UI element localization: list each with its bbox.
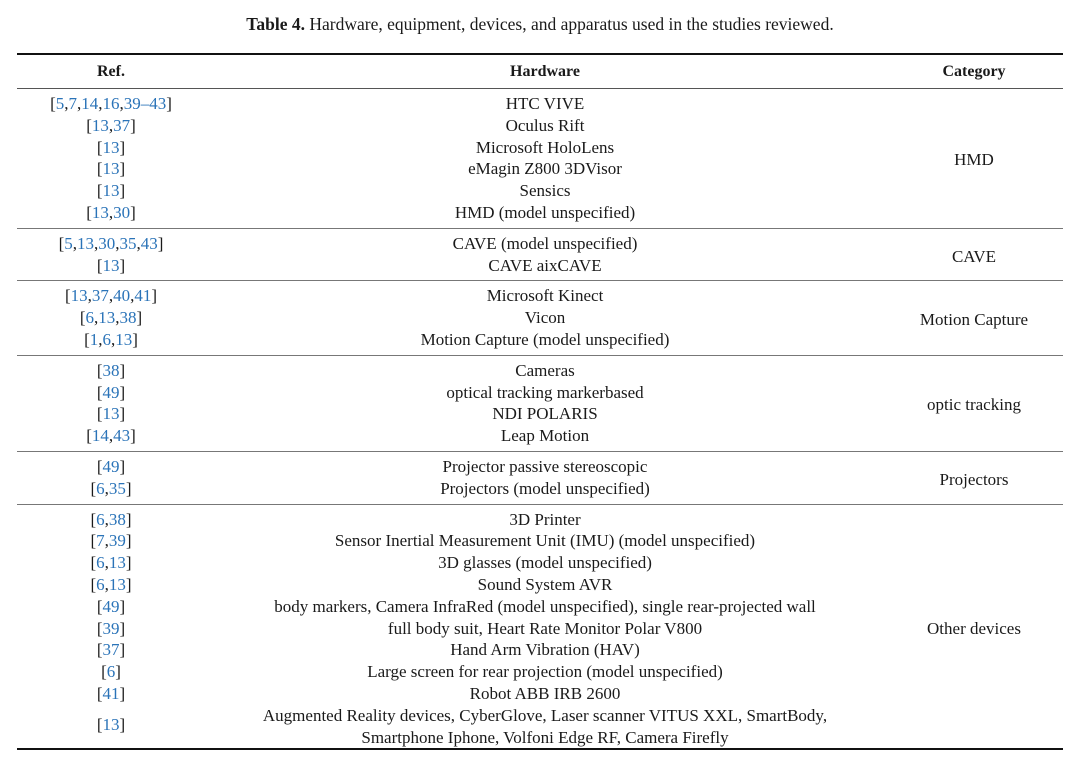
ref-bracket-close: ]: [119, 382, 126, 402]
ref-cell: [17, 639, 205, 661]
ref-bracket-open: [: [90, 478, 97, 498]
ref-cell: [17, 403, 205, 425]
ref-separator: ,: [119, 94, 124, 113]
citation-link[interactable]: 49: [102, 456, 120, 476]
ref-cell: [17, 425, 205, 451]
citation-link[interactable]: 41: [102, 683, 120, 703]
citation-link[interactable]: 41: [134, 286, 152, 306]
ref-separator: ,: [104, 531, 109, 551]
hardware-table: [17, 53, 1063, 750]
ref-bracket-open: [: [90, 509, 97, 529]
table-group: [17, 89, 1063, 229]
citation-link[interactable]: 30: [113, 202, 131, 222]
citation-link[interactable]: 38: [102, 360, 120, 380]
ref-bracket-close: ]: [125, 509, 132, 529]
ref-cell: [17, 504, 205, 530]
hardware-cell: Motion Capture (model unspecified): [420, 329, 670, 349]
table-row: [17, 451, 1063, 477]
citation-link[interactable]: 35: [119, 233, 137, 253]
hardware-cell: NDI POLARIS: [492, 404, 598, 424]
citation-link[interactable]: 13: [108, 553, 126, 573]
header-category: Category: [942, 62, 1006, 80]
ref-bracket-close: ]: [157, 233, 164, 253]
ref-cell: [17, 705, 205, 750]
citation-link[interactable]: 6: [85, 308, 94, 328]
ref-bracket-close: ]: [125, 553, 132, 573]
ref-cell: [17, 307, 205, 329]
hardware-cell: Hand Arm Vibration (HAV): [450, 640, 640, 660]
ref-bracket-open: [: [58, 233, 65, 253]
ref-separator: ,: [115, 233, 120, 253]
table-row: [17, 228, 1063, 254]
ref-bracket-close: ]: [119, 137, 126, 157]
hardware-cell: Cameras: [515, 360, 575, 380]
ref-bracket-open: [: [96, 618, 103, 638]
hardware-cell: Robot ABB IRB 2600: [469, 683, 621, 703]
hardware-cell: eMagin Z800 3DVisor: [468, 159, 622, 179]
category-cell: Projectors: [939, 469, 1009, 489]
ref-separator: ,: [115, 308, 120, 328]
citation-link[interactable]: 13: [102, 714, 120, 734]
citation-link[interactable]: 43: [140, 233, 158, 253]
ref-separator: ,: [111, 329, 116, 349]
ref-cell: [17, 661, 205, 683]
ref-bracket-close: ]: [130, 426, 136, 446]
ref-bracket-close: ]: [119, 255, 126, 275]
ref-bracket-open: [: [90, 531, 97, 551]
hardware-cell: Sensor Inertial Measurement Unit (IMU) (model unspecified): [334, 531, 756, 551]
ref-cell: [17, 255, 205, 281]
ref-cell: [17, 552, 205, 574]
citation-link[interactable]: 1: [89, 329, 99, 349]
ref-cell: [17, 158, 205, 180]
ref-separator: ,: [136, 233, 141, 253]
ref-cell: [17, 355, 205, 381]
ref-cell: [17, 451, 205, 477]
hardware-cell: HMD (model unspecified): [454, 202, 636, 222]
table-caption-text: Hardware, equipment, devices, and apparatus used in the studies reviewed.: [309, 14, 834, 34]
citation-link[interactable]: 13: [102, 137, 120, 157]
hardware-cell: body markers, Camera InfraRed (model unspecified), single rear-projected wall: [274, 596, 816, 616]
ref-cell: [17, 618, 205, 640]
ref-bracket-close: ]: [119, 596, 126, 616]
ref-bracket-close: ]: [125, 531, 132, 551]
ref-bracket-close: ]: [132, 329, 138, 349]
ref-separator: ,: [64, 94, 69, 113]
ref-bracket-close: ]: [119, 404, 126, 424]
ref-bracket-close: ]: [166, 94, 172, 113]
ref-cell: [17, 382, 205, 404]
ref-separator: ,: [130, 286, 135, 306]
ref-separator: ,: [94, 233, 99, 253]
citation-link[interactable]: 49: [102, 596, 120, 616]
ref-bracket-open: [: [96, 714, 103, 734]
citation-link[interactable]: 49: [102, 382, 120, 402]
citation-link[interactable]: 6: [96, 478, 105, 498]
citation-link[interactable]: 13: [70, 286, 88, 306]
ref-bracket-close: ]: [119, 618, 126, 638]
ref-cell: [17, 180, 205, 202]
citation-link[interactable]: 6: [106, 662, 116, 682]
citation-link[interactable]: 13: [91, 202, 109, 222]
ref-bracket-open: [: [96, 137, 103, 157]
table-group: [17, 355, 1063, 451]
hardware-cell: Microsoft Kinect: [486, 286, 604, 306]
ref-bracket-close: ]: [119, 181, 126, 201]
ref-cell: [17, 329, 205, 355]
citation-link[interactable]: 13: [98, 308, 116, 328]
ref-bracket-open: [: [86, 202, 92, 222]
ref-bracket-open: [: [96, 596, 103, 616]
ref-bracket-close: ]: [125, 574, 132, 594]
citation-link[interactable]: 37: [91, 286, 109, 306]
citation-link[interactable]: 7: [68, 94, 77, 113]
hardware-cell: HTC VIVE: [505, 94, 585, 113]
citation-link[interactable]: 6: [96, 509, 105, 529]
citation-link[interactable]: 39: [102, 618, 120, 638]
ref-bracket-close: ]: [136, 308, 143, 328]
citation-link[interactable]: 13: [108, 574, 126, 594]
table-row: [17, 504, 1063, 530]
ref-cell: [17, 228, 205, 254]
citation-link[interactable]: 38: [119, 308, 137, 328]
ref-bracket-close: ]: [115, 662, 121, 682]
hardware-cell: Projectors (model unspecified): [440, 478, 650, 498]
ref-bracket-open: [: [50, 94, 56, 113]
ref-bracket-open: [: [96, 255, 103, 275]
ref-cell: [17, 530, 205, 552]
citation-link[interactable]: 13: [77, 233, 94, 253]
ref-cell: [17, 137, 205, 159]
citation-link[interactable]: 38: [108, 509, 126, 529]
category-cell: Other devices: [927, 618, 1021, 638]
header-row: [17, 54, 1063, 89]
hardware-cell: Leap Motion: [500, 426, 590, 446]
table-group: [17, 504, 1063, 749]
ref-bracket-open: [: [84, 329, 90, 349]
citation-link[interactable]: 13: [91, 115, 109, 135]
citation-link[interactable]: 6: [102, 329, 111, 349]
table-group: [17, 228, 1063, 281]
ref-separator: ,: [108, 202, 114, 222]
hardware-cell: Microsoft HoloLens: [475, 137, 615, 157]
ref-bracket-close: ]: [119, 360, 126, 380]
citation-link[interactable]: 40: [113, 286, 131, 306]
ref-bracket-close: ]: [119, 714, 126, 734]
ref-separator: ,: [77, 94, 82, 113]
ref-bracket-open: [: [86, 115, 92, 135]
ref-bracket-open: [: [90, 574, 97, 594]
citation-link[interactable]: 13: [102, 159, 120, 179]
category-cell: CAVE: [951, 246, 997, 266]
ref-bracket-open: [: [90, 553, 97, 573]
ref-bracket-open: [: [96, 382, 103, 402]
ref-separator: ,: [104, 509, 109, 529]
table-row: [17, 355, 1063, 381]
hardware-cell: full body suit, Heart Rate Monitor Polar V800: [387, 618, 703, 638]
citation-link[interactable]: 43: [113, 426, 131, 446]
table-row: [17, 281, 1063, 307]
table-header: [17, 54, 1063, 89]
category-cell: optic tracking: [927, 395, 1021, 415]
citation-link[interactable]: 14: [91, 426, 109, 446]
ref-bracket-open: [: [64, 286, 71, 306]
ref-bracket-open: [: [79, 308, 86, 328]
citation-link[interactable]: 13: [102, 181, 120, 201]
ref-bracket-open: [: [86, 426, 92, 446]
table-row: [17, 89, 1063, 115]
ref-separator: ,: [98, 329, 103, 349]
ref-cell: [17, 89, 205, 115]
citation-link[interactable]: 16: [102, 94, 120, 113]
ref-bracket-close: ]: [119, 683, 126, 703]
ref-cell: [17, 574, 205, 596]
ref-bracket-open: [: [96, 683, 103, 703]
ref-bracket-close: ]: [130, 202, 136, 222]
category-cell: Motion Capture: [919, 310, 1029, 330]
citation-link[interactable]: 14: [81, 94, 99, 113]
citation-link[interactable]: 13: [115, 329, 133, 349]
ref-cell: [17, 683, 205, 705]
ref-bracket-close: ]: [119, 159, 126, 179]
citation-link[interactable]: 37: [102, 640, 120, 660]
hardware-cell: 3D glasses (model unspecified): [438, 553, 652, 573]
ref-bracket-close: ]: [119, 456, 126, 476]
citation-link[interactable]: 35: [108, 478, 126, 498]
ref-separator: ,: [104, 553, 109, 573]
hardware-cell: 3D Printer: [509, 509, 581, 529]
citation-link[interactable]: 13: [102, 404, 120, 424]
ref-separator: ,: [94, 308, 99, 328]
ref-separator: ,: [108, 426, 114, 446]
ref-bracket-close: ]: [119, 640, 126, 660]
ref-bracket-close: ]: [125, 478, 132, 498]
category-cell: HMD: [954, 150, 994, 170]
ref-cell: [17, 478, 205, 504]
ref-separator: ,: [108, 286, 114, 306]
citation-link[interactable]: 7: [96, 531, 105, 551]
header-hardware: Hardware: [510, 62, 580, 80]
citation-link[interactable]: 39: [108, 531, 126, 551]
citation-link[interactable]: 5: [55, 94, 65, 113]
ref-separator: ,: [87, 286, 92, 306]
ref-bracket-open: [: [96, 456, 103, 476]
citation-link[interactable]: 5: [64, 233, 73, 253]
ref-separator: ,: [104, 574, 109, 594]
ref-bracket-open: [: [96, 181, 103, 201]
ref-bracket-open: [: [96, 404, 103, 424]
ref-bracket-close: ]: [130, 115, 136, 135]
table-group: [17, 281, 1063, 355]
ref-separator: ,: [108, 115, 114, 135]
hardware-cell: CAVE (model unspecified): [452, 233, 638, 253]
ref-separator: ,: [104, 478, 109, 498]
hardware-cell: Sound System AVR: [477, 574, 613, 594]
hardware-cell: Sensics: [519, 181, 571, 201]
table-group: [17, 451, 1063, 504]
table-caption: [0, 12, 1080, 36]
citation-link[interactable]: 6: [96, 553, 105, 573]
citation-link[interactable]: 37: [113, 115, 131, 135]
hardware-cell: Oculus Rift: [505, 115, 585, 135]
ref-cell: [17, 115, 205, 137]
table-caption-label: Table 4.: [246, 14, 305, 34]
ref-cell: [17, 202, 205, 228]
table-container: [17, 53, 1063, 750]
ref-bracket-open: [: [96, 640, 103, 660]
hardware-cell: Augmented Reality devices, CyberGlove, Laser scanner VITUS XXL, SmartBody, Smartphone Iphone, Volfoni Edge RF, Camera Firefly: [262, 705, 828, 747]
ref-bracket-close: ]: [151, 286, 158, 306]
header-ref: Ref.: [97, 62, 125, 80]
citation-link[interactable]: 39–43: [123, 94, 167, 113]
ref-bracket-open: [: [101, 662, 107, 682]
hardware-cell: Projector passive stereoscopic: [442, 456, 648, 476]
citation-link[interactable]: 13: [102, 255, 120, 275]
ref-separator: ,: [72, 233, 77, 253]
citation-link[interactable]: 30: [98, 233, 116, 253]
ref-cell: [17, 596, 205, 618]
ref-bracket-open: [: [96, 360, 103, 380]
hardware-cell: CAVE aixCAVE: [488, 255, 602, 275]
ref-cell: [17, 281, 205, 307]
hardware-cell: optical tracking markerbased: [446, 382, 644, 402]
hardware-cell: Vicon: [524, 308, 566, 328]
citation-link[interactable]: 6: [96, 574, 105, 594]
hardware-cell: Large screen for rear projection (model unspecified): [367, 662, 723, 682]
ref-separator: ,: [98, 94, 103, 113]
ref-bracket-open: [: [96, 159, 103, 179]
